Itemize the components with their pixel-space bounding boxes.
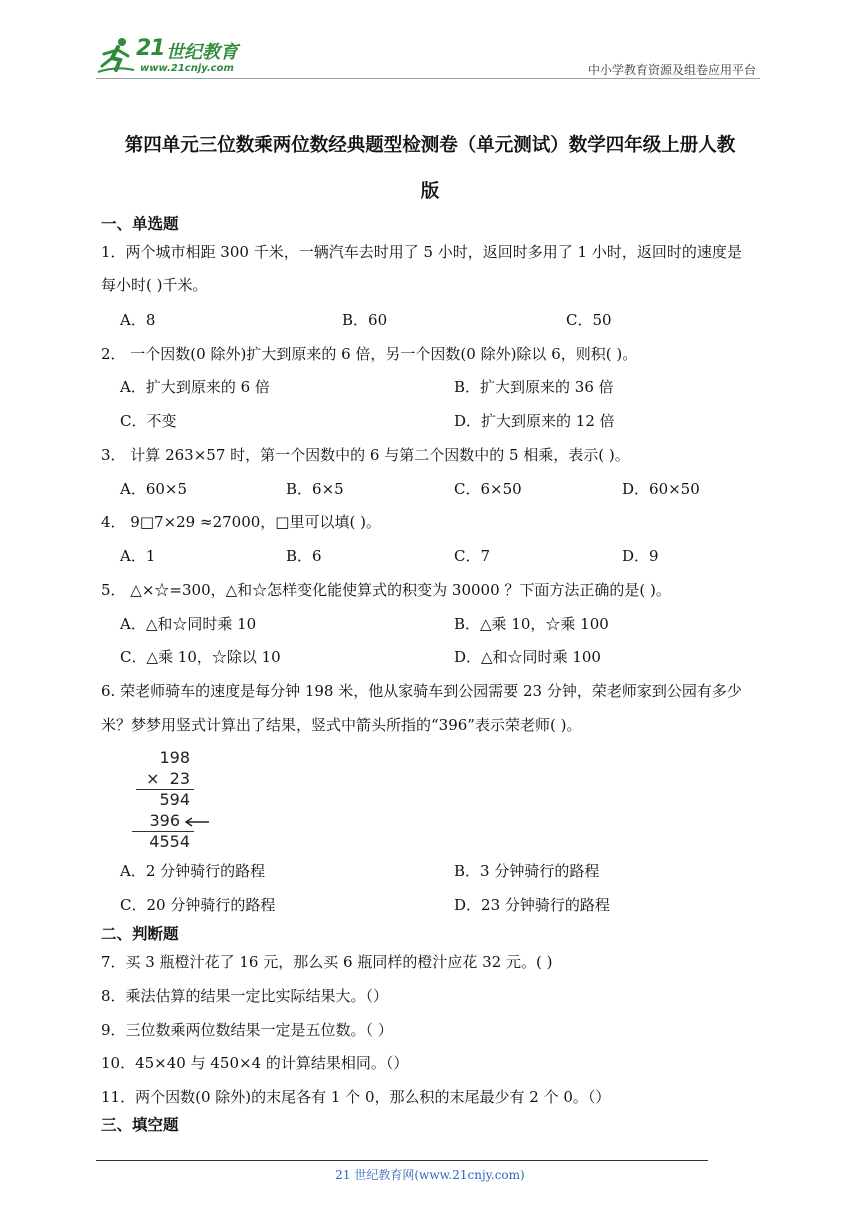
question-4-option-b: B．6: [286, 547, 322, 565]
logo-number: 21: [136, 36, 165, 61]
calc-partial-2: 396: [149, 811, 180, 830]
question-2-option-c: C．不变: [120, 412, 177, 430]
calc-product: 4554: [149, 832, 190, 851]
question-6-option-d: D．23 分钟骑行的路程: [454, 896, 610, 914]
calc-partial-1: 594: [159, 790, 190, 809]
question-8: 8．乘法估算的结果一定比实际结果大。（）: [101, 987, 389, 1005]
question-3-option-b: B．6×5: [286, 480, 344, 498]
question-1-option-b: B．60: [342, 311, 388, 329]
question-2: 2． 一个因数(0 除外)扩大到原来的 6 倍，另一个因数(0 除外)除以 6，则积( )。: [101, 345, 638, 363]
question-9: 9．三位数乘两位数结果一定是五位数。（ ）: [101, 1021, 393, 1039]
question-4: 4． 9□7×29 ≈27000，□里可以填( )。: [101, 513, 381, 531]
question-4-option-c: C．7: [454, 547, 491, 565]
question-3-option-d: D．60×50: [622, 480, 700, 498]
question-5-option-b: B．△乘 10，☆乘 100: [454, 615, 609, 633]
section-heading-fill-blank: 三、填空题: [101, 1116, 179, 1134]
question-11: 11．两个因数(0 除外)的末尾各有 1 个 0，那么积的末尾最少有 2 个 0。（）: [101, 1088, 611, 1106]
question-5-option-d: D．△和☆同时乘 100: [454, 648, 601, 666]
question-5-option-c: C．△乘 10，☆除以 10: [120, 648, 281, 666]
question-3: 3． 计算 263×57 时，第一个因数中的 6 与第二个因数中的 5 相乘，表示( )。: [101, 446, 630, 464]
footer-divider: [96, 1160, 708, 1161]
question-4-option-a: A．1: [120, 547, 156, 565]
question-6-option-a: A．2 分钟骑行的路程: [120, 862, 266, 880]
question-6-option-c: C．20 分钟骑行的路程: [120, 896, 276, 914]
question-6-option-b: B．3 分钟骑行的路程: [454, 862, 600, 880]
header-divider: [96, 78, 760, 79]
runner-icon: [96, 36, 136, 76]
question-5: 5． △×☆=300，△和☆怎样变化能使算式的积变为 30000 ？下面方法正确的是( )。: [101, 581, 671, 599]
page-title-line2: 版: [420, 181, 440, 202]
section-heading-true-false: 二、判断题: [101, 925, 179, 943]
question-2-option-d: D．扩大到原来的 12 倍: [454, 412, 615, 430]
logo-text: 世纪教育: [166, 42, 238, 63]
question-1-line1: 1．两个城市相距 300 千米，一辆汽车去时用了 5 小时，返回时多用了 1 小时，返回时的速度是: [101, 243, 742, 261]
footer-link[interactable]: 21 世纪教育网(www.21cnjy.com): [335, 1168, 525, 1182]
question-2-option-a: A．扩大到原来的 6 倍: [120, 378, 270, 396]
vertical-multiplication: [130, 748, 210, 852]
question-3-option-c: C．6×50: [454, 480, 522, 498]
question-7: 7．买 3 瓶橙汁花了 16 元，那么买 6 瓶同样的橙汁应花 32 元。( ): [101, 953, 553, 971]
question-2-option-b: B．扩大到原来的 36 倍: [454, 378, 614, 396]
logo-url: www.21cnjy.com: [140, 63, 234, 74]
question-6-line2: 米？梦梦用竖式计算出了结果，竖式中箭头所指的“396”表示荣老师( )。: [101, 716, 582, 734]
question-10: 10．45×40 与 450×4 的计算结果相同。（）: [101, 1054, 409, 1072]
question-4-option-d: D．9: [622, 547, 659, 565]
question-1-option-c: C．50: [566, 311, 612, 329]
section-heading-single-choice: 一、单选题: [101, 215, 179, 233]
calc-multiplicand: 198: [159, 748, 190, 767]
platform-name: 中小学教育资源及组卷应用平台: [587, 63, 756, 77]
calc-multiplier: × 23: [146, 769, 190, 788]
site-logo: [96, 36, 266, 78]
question-3-option-a: A．60×5: [120, 480, 188, 498]
question-1-option-a: A．8: [120, 311, 156, 329]
arrow-left-icon: [184, 817, 210, 827]
question-6-line1: 6. 荣老师骑车的速度是每分钟 198 米，他从家骑车到公园需要 23 分钟，荣老师家到公园有多少: [101, 682, 742, 700]
page-title-line1: 第四单元三位数乘两位数经典题型检测卷（单元测试）数学四年级上册人教: [124, 135, 736, 156]
question-5-option-a: A．△和☆同时乘 10: [120, 615, 257, 633]
question-1-line2: 每小时( )千米。: [101, 276, 208, 294]
